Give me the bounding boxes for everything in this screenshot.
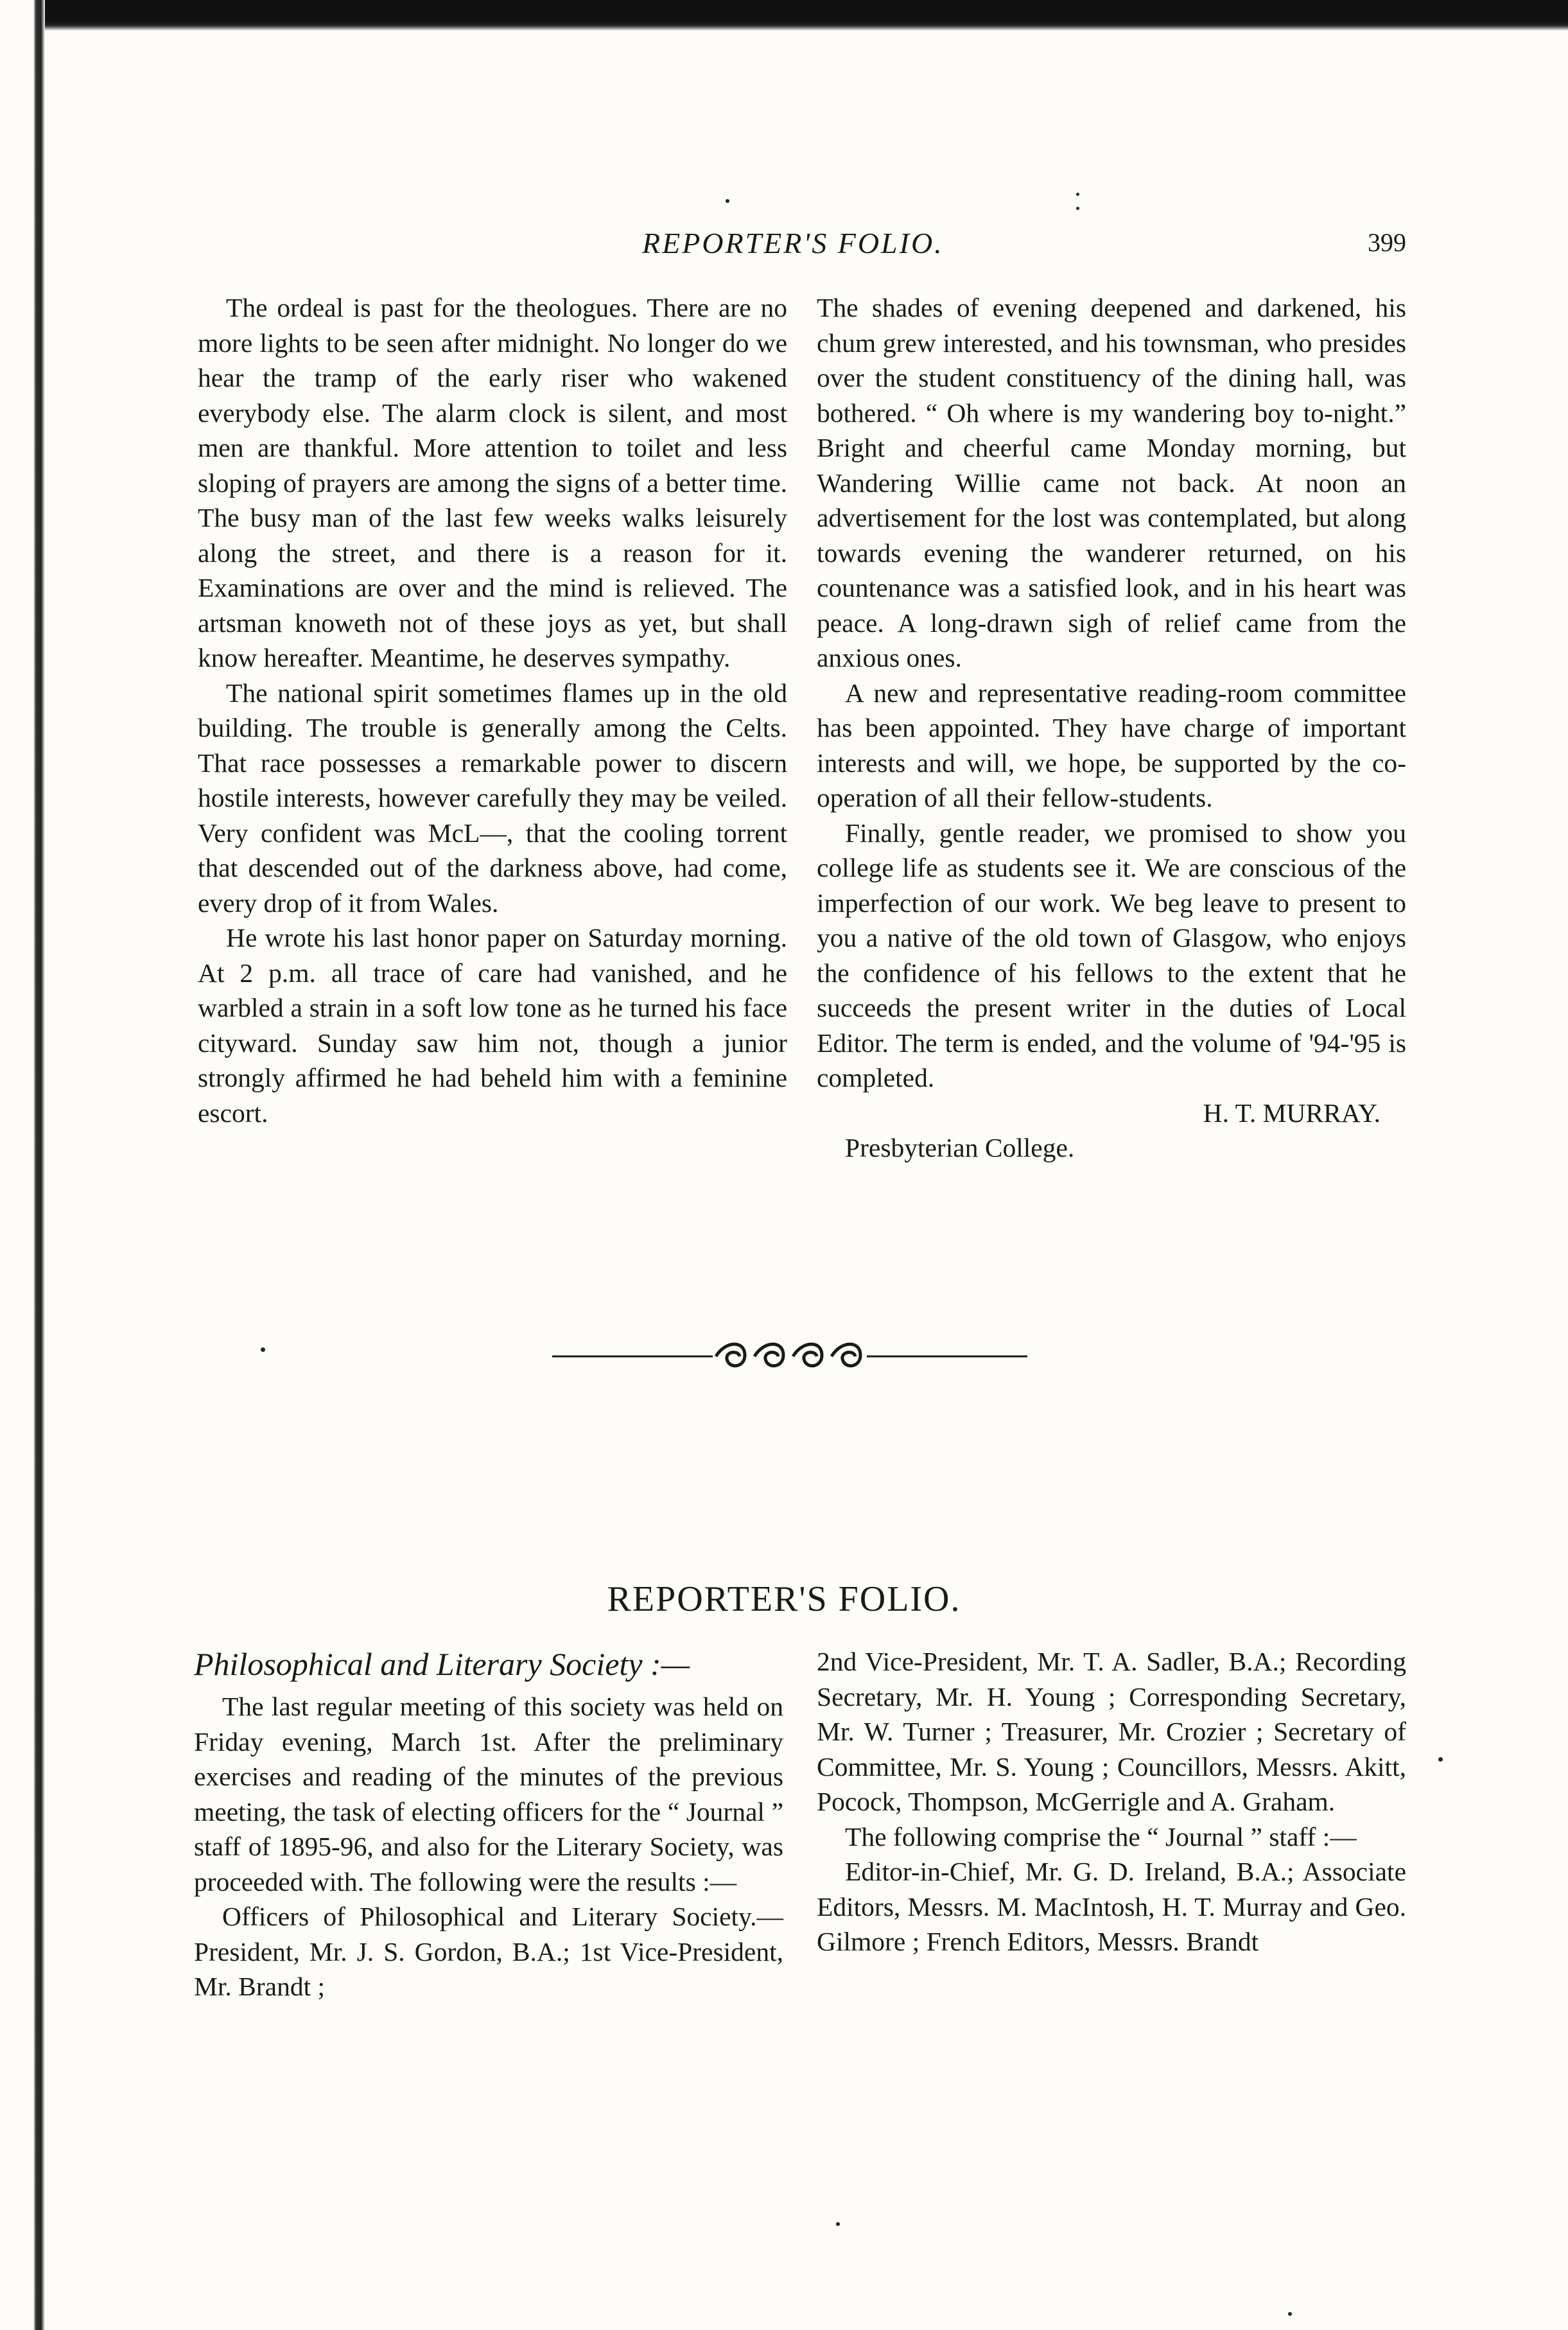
- paragraph: Officers of Philosophical and Literary Society.—President, Mr. J. S. Gordon, B.A.; 1st Vice-President, Mr. Brandt ;: [194, 1902, 783, 2001]
- paragraph: The ordeal is past for the theologues. There are no more lights to be seen after midnight. No longer do we hear the tramp of the early riser who wakened everybody else. The alarm clock is silent, and most men are thankful. More attention to toilet and less sloping of prayers are among the signs of a better time. The busy man of the last few weeks walks leisurely along the street, and there is a reason for it. Examinations are over and the mind is relieved. The artsman knoweth not of these joys as yet, but shall know hereafter. Meantime, he deserves sympathy.: [198, 293, 787, 672]
- section-heading: REPORTER'S FOLIO.: [607, 1579, 961, 1619]
- paragraph: Finally, gentle reader, we promised to show you college life as students see it. We are conscious of the imperfection of our work. We beg leave to present to you a native of the old town of Glasgow, who enjoys the confidence of his fellows to the extent that he succeeds the present writer in the duties of Local Editor. The term is ended, and the volume of '94-'95 is completed.: [817, 818, 1406, 1092]
- print-speck: [1076, 207, 1079, 210]
- top-right-column: [817, 290, 1406, 1166]
- print-speck: [1076, 193, 1079, 196]
- author-signature: H. T. MURRAY.: [1203, 1098, 1381, 1128]
- paragraph: The national spirit sometimes flames up in the old building. The trouble is generally among the Celts. That race possesses a remarkable power to discern hostile interests, however carefully they may be veiled. Very confident was McL—, that the cooling torrent that descended out of the darkness above, had come, every drop of it from Wales.: [198, 678, 787, 918]
- society-heading: Philosophical and Literary Society :—: [194, 1646, 690, 1682]
- paragraph: Editor-in-Chief, Mr. G. D. Ireland, B.A.; Associate Editors, Messrs. M. MacIntosh, H. T. Murray and Geo. Gilmore ; French Editors, Messrs. Brandt: [817, 1857, 1406, 1956]
- author-affiliation: Presbyterian College.: [845, 1133, 1075, 1162]
- running-head-title: REPORTER'S FOLIO.: [642, 227, 944, 259]
- running-head: [0, 226, 1568, 265]
- paragraph: The last regular meeting of this society was held on Friday evening, March 1st. After the preliminary exercises and reading of the minutes of the previous meeting, the task of electing officers for the “ Journal ” staff of 1895-96, and also for the Literary Society, was proceeded with. The following were the results :—: [194, 1692, 783, 1896]
- print-speck: [836, 2222, 840, 2226]
- top-left-column: [198, 290, 787, 1130]
- print-speck: [726, 199, 729, 203]
- bottom-left-column: [194, 1644, 783, 2004]
- ornamental-divider: [552, 1337, 1027, 1376]
- page-top-border: [0, 0, 1568, 31]
- page-number: 399: [1368, 228, 1406, 257]
- paragraph: The shades of evening deepened and darkened, his chum grew interested, and his townsman, who presides over the student constituency of the dining hall, was bothered. “ Oh where is my wandering boy to-night.” Bright and cheerful came Monday morning, but Wandering Willie came not back. At noon an advertisement for the lost was contemplated, but along towards evening the wanderer returned, on his countenance was a satisfied look, and in his heart was peace. A long-drawn sigh of relief came from the anxious ones.: [817, 293, 1406, 672]
- paragraph: A new and representative reading-room committee has been appointed. They have charge of important interests and will, we hope, be supported by the co-operation of all their fellow-students.: [817, 678, 1406, 812]
- paragraph: He wrote his last honor paper on Saturday morning. At 2 p.m. all trace of care had vanished, and he warbled a strain in a soft low tone as he turned his face cityward. Sunday saw him not, though a junior strongly affirmed he had beheld him with a feminine escort.: [198, 923, 787, 1128]
- print-speck: [1438, 1757, 1443, 1762]
- print-speck: [261, 1347, 265, 1352]
- page-left-binding-edge: [0, 0, 45, 2330]
- paragraph-continuation: 2nd Vice-President, Mr. T. A. Sadler, B.A.; Recording Secretary, Mr. H. Young ; Corresponding Secretary, Mr. W. Turner ; Treasurer, Mr. Crozier ; Secretary of Committee, Mr. S. Young ; Councillors, Messrs. Akitt, Pocock, Thompson, McGerrigle and A. Graham.: [817, 1647, 1406, 1816]
- bottom-right-column: [817, 1644, 1406, 1959]
- paragraph: The following comprise the “ Journal ” staff :—: [845, 1821, 1357, 1852]
- print-speck: [1288, 2312, 1292, 2316]
